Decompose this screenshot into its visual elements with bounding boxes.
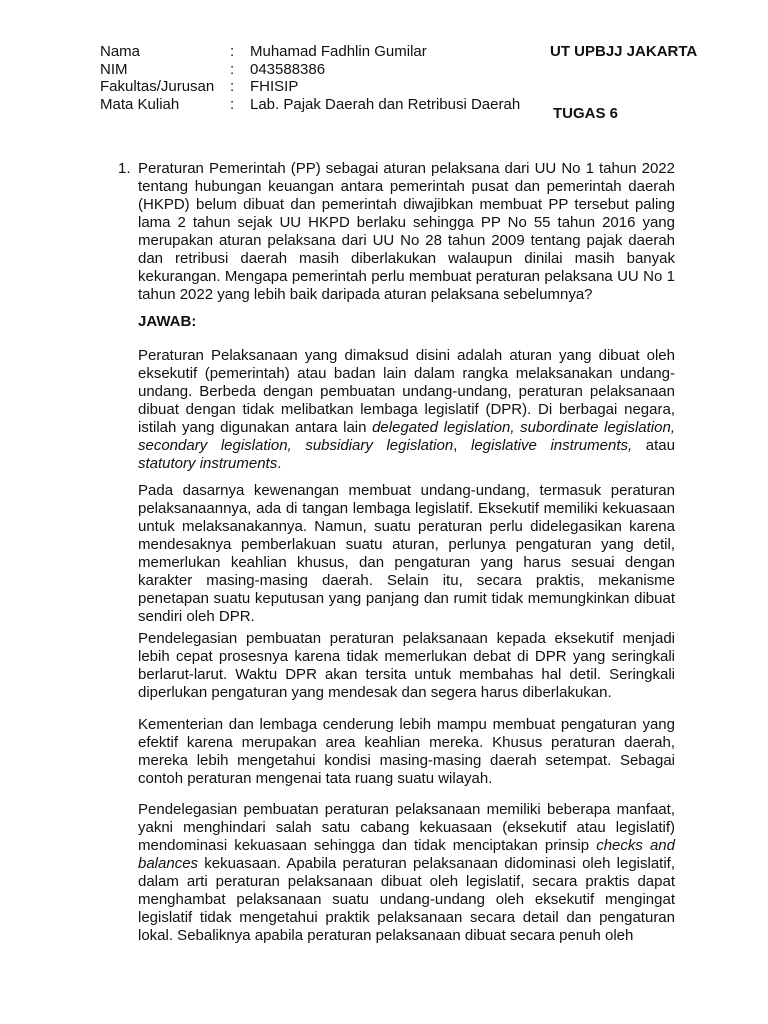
paragraph-text	[138, 801, 675, 945]
italic-term: statutory instruments	[138, 455, 278, 472]
question-text: Peraturan Pemerintah (PP) sebagai aturan pelaksana dari UU No 1 tahun 2022 tentang hubungan keuangan antara pemerintah pusat dan pemerintah daerah (HKPD) belum dibuat dan pemerintah diwajibkan membuat PP tersebut paling lama 2 tahun sejak UU HKPD berlaku sehingga PP No 55 tahun 2016 yang merupakan aturan pelaksana dari UU No 28 tahun 2009 tentang pajak daerah dan retribusi daerah masih diberlakukan walaupun dinilai masih banyak kekurangan. Mengapa pemerintah perlu membuat peraturan pelaksana UU No 1 tahun 2022 yang lebih baik daripada aturan pelaksana sebelumnya?	[138, 160, 675, 303]
paragraph-text	[138, 347, 675, 473]
italic-term: legislative instruments,	[470, 437, 633, 454]
field-label: NIM	[100, 61, 128, 78]
answer-paragraph-1	[138, 347, 675, 473]
field-value: Lab. Pajak Daerah dan Retribusi Daerah	[250, 96, 521, 113]
field-label: Nama	[100, 43, 141, 60]
paragraph-segment: Pendelegasian pembuatan peraturan pelaksanaan memiliki beberapa manfaat, yakni menghindari salah satu cabang kekuasaan (eksekutif atau legislatif) mendominasi kekuasaan sehingga dan tidak menciptakan prinsip	[138, 801, 675, 854]
paragraph-segment: Peraturan Pelaksanaan yang dimaksud disini adalah aturan yang dibuat oleh eksekutif (pemerintah) atau badan lain dalam rangka melaksanakan undang-undang. Berbeda dengan pembuatan undang-undang, peraturan pelaksanaan dibuat dengan tidak melibatkan lembaga legislatif (DPR). Di berbagai negara, istilah yang digunakan antara lain	[138, 347, 675, 436]
field-colon: :	[230, 61, 235, 78]
answer-heading-block	[138, 313, 675, 331]
institution-title: UT UPBJJ JAKARTA	[550, 43, 698, 60]
paragraph-segment: atau	[632, 437, 675, 454]
field-colon: :	[230, 43, 235, 60]
italic-term: checks and balances	[138, 837, 675, 872]
answer-paragraph-5	[138, 801, 675, 945]
field-colon: :	[230, 78, 235, 95]
field-value: 043588386	[250, 61, 326, 78]
paragraph-segment: ,	[453, 437, 471, 454]
answer-paragraph-2	[138, 482, 675, 626]
field-value: Muhamad Fadhlin Gumilar	[250, 43, 427, 60]
italic-terms: delegated legislation, subordinate legislation, secondary legislation, subsidiary legislation	[138, 419, 675, 454]
field-label: Fakultas/Jurusan	[100, 78, 215, 95]
field-value: FHISIP	[250, 78, 299, 95]
answer-paragraph-4	[138, 716, 675, 788]
field-label: Mata Kuliah	[100, 96, 180, 113]
paragraph-segment: .	[277, 455, 282, 472]
answer-paragraph-3	[138, 630, 675, 702]
field-colon: :	[230, 96, 235, 113]
paragraph-text: Kementerian dan lembaga cenderung lebih mampu membuat pengaturan yang efektif karena merupakan area keahlian mereka. Khusus peraturan daerah, mereka lebih mengetahui kondisi masing-masing daerah setempat. Sebagai contoh peraturan mengenai tata ruang suatu wilayah.	[138, 716, 675, 787]
paragraph-text: Pendelegasian pembuatan peraturan pelaksanaan kepada eksekutif menjadi lebih cepat prosesnya karena tidak memerlukan debat di DPR yang seringkali berlarut-larut. Waktu DPR akan tersita untuk membahas hal detil. Seringkali diperlukan pengaturan yang mendesak dan segera harus diberlakukan.	[138, 630, 675, 701]
question-number: 1.	[118, 160, 131, 177]
answer-heading: JAWAB:	[138, 313, 197, 330]
question-block	[138, 160, 675, 304]
paragraph-segment: kekuasaan. Apabila peraturan pelaksanaan didominasi oleh legislatif, dalam arti peraturan pelaksanaan dibuat oleh legislatif, secara praktis dapat menghambat pelaksanaan suatu undang-undang oleh eksekutif mengingat legislatif tidak mengetahui praktik pelaksanaan secara detail dan pengaturan lokal. Sebaliknya apabila peraturan pelaksanaan dibuat secara penuh oleh	[138, 855, 675, 944]
paragraph-text: Pada dasarnya kewenangan membuat undang-undang, termasuk peraturan pelaksanaannya, ada di tangan lembaga legislatif. Eksekutif memiliki kekuasaan untuk melaksanakannya. Namun, suatu peraturan perlu didelegasikan karena mendesaknya pemberlakuan suatu aturan, perlunya pengaturan yang detil, memerlukan keahlian khusus, dan pengaturan yang harus sesuai dengan karakter masing-masing daerah. Selain itu, secara praktis, mekanisme penetapan suatu keputusan yang panjang dan rumit tidak memungkinkan dibuat sendiri oleh DPR.	[138, 482, 675, 625]
assignment-title: TUGAS 6	[553, 105, 619, 122]
